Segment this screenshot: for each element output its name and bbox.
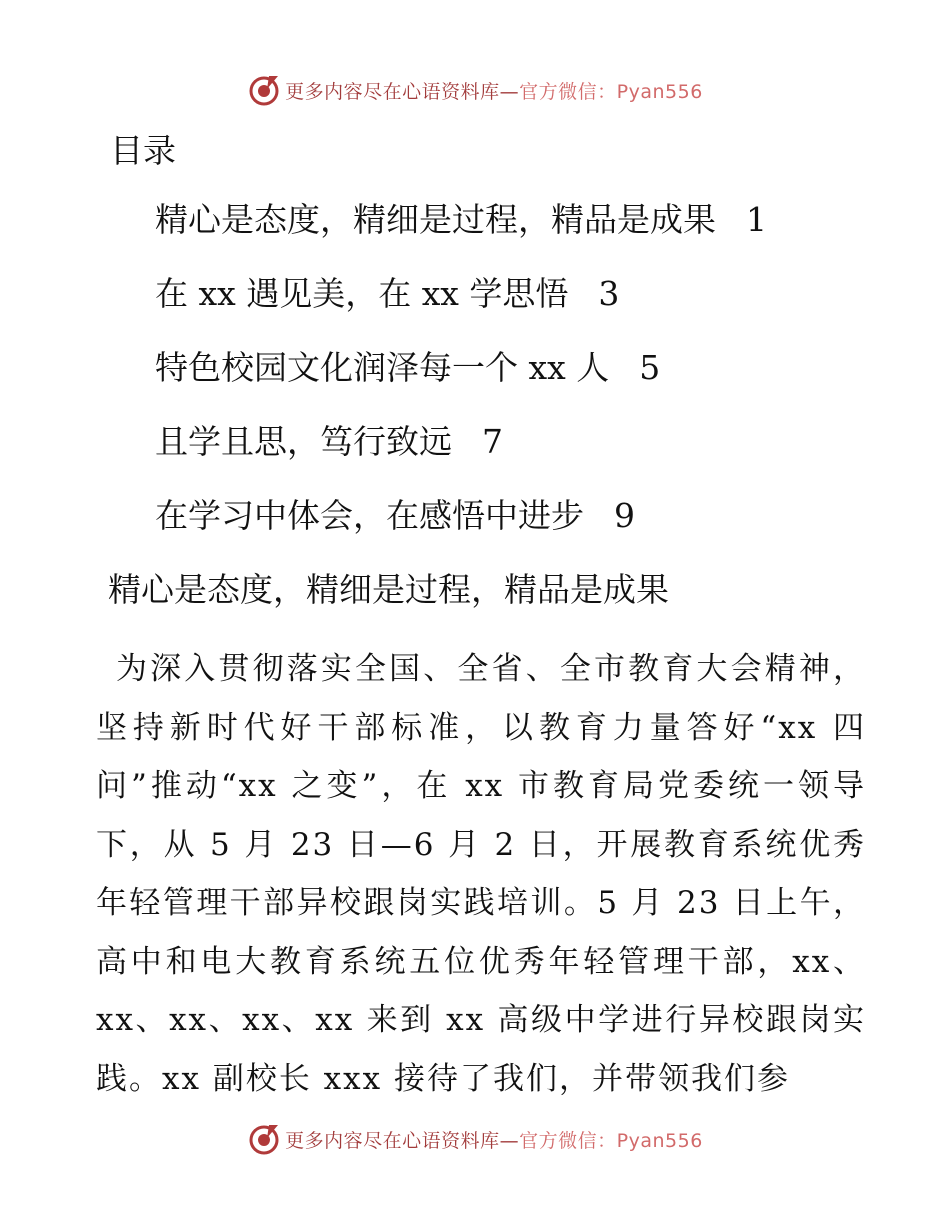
header-banner-text: 更多内容尽在心语资料库—官方微信：Pyan556	[285, 80, 703, 103]
toc-item-title: 在 xx 遇见美，在 xx 学思悟	[155, 274, 569, 313]
toc-item-title: 精心是态度，精细是过程，精品是成果	[155, 200, 716, 239]
toc-item[interactable]	[155, 338, 767, 412]
section-paragraph: 为深入贯彻落实全国、全省、全市教育大会精神，坚持新时代好干部标准，以教育力量答好“xx 四问”推动“xx 之变”，在 xx 市教育局党委统一领导下，从 5 月 23 日—6 月 2 日，开展教育系统优秀年轻管理干部异校跟岗实践培训。5 月 23 日上午，高中和电大教育系统五位优秀年轻管理干部，xx、xx、xx、xx、xx 来到 xx 高级中学进行异校跟岗实践。xx 副校长 xxx 接待了我们，并带领我们参	[96, 651, 866, 1097]
header-banner	[0, 70, 950, 110]
quill-seal-icon	[247, 73, 281, 107]
header-wechat-id: 官方微信：Pyan556	[519, 80, 703, 103]
toc-item-title: 在学习中体会，在感悟中进步	[155, 496, 584, 535]
toc-item-page: 3	[598, 274, 620, 313]
toc-item[interactable]	[155, 190, 767, 264]
toc-item-page: 7	[482, 422, 503, 461]
toc-item-page: 9	[614, 496, 635, 535]
toc-item[interactable]	[155, 412, 767, 486]
footer-wechat-id: 官方微信：Pyan556	[519, 1129, 703, 1152]
toc-title: 目录	[110, 131, 176, 170]
section-title: 精心是态度，精细是过程，精品是成果	[108, 570, 669, 609]
toc-item[interactable]	[155, 486, 767, 560]
toc-item-page: 1	[746, 200, 767, 239]
toc-item[interactable]	[155, 264, 767, 338]
toc-item-title: 且学且思，笃行致远	[155, 422, 452, 461]
footer-banner	[0, 1119, 950, 1159]
toc-item-title: 特色校园文化润泽每一个 xx 人	[155, 348, 610, 387]
quill-seal-icon	[247, 1122, 281, 1156]
footer-banner-text: 更多内容尽在心语资料库—官方微信：Pyan556	[285, 1129, 703, 1152]
toc-list	[155, 190, 767, 560]
toc-item-page: 5	[639, 348, 661, 387]
